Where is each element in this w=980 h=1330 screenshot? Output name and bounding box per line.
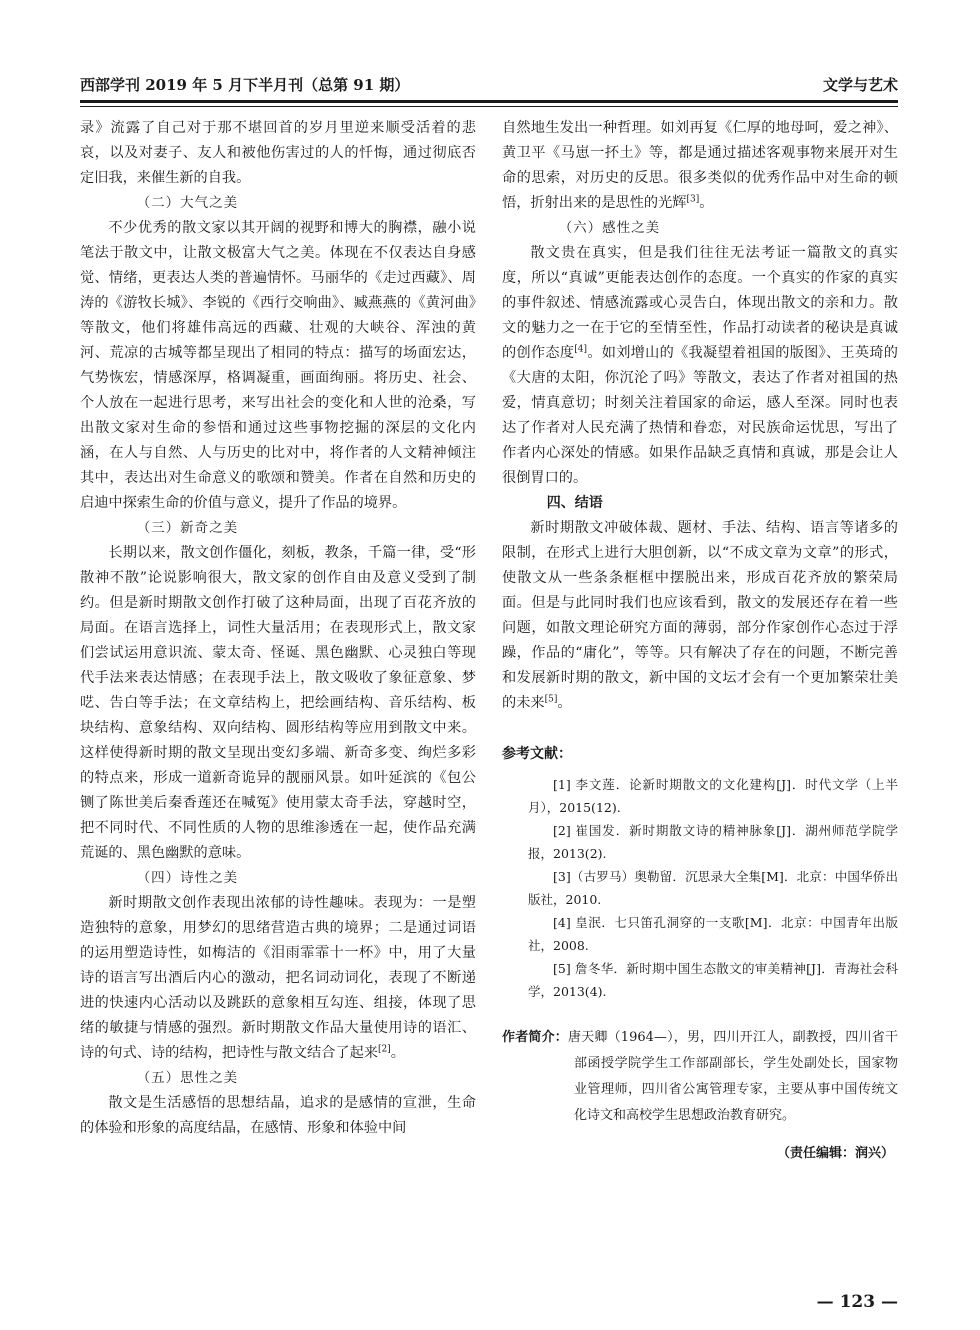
page-header bbox=[80, 72, 898, 102]
paragraph-text: 。如刘增山的《我凝望着祖国的版图》、王英琦的《大唐的太阳，你沉沦了吗》等散文，表达了作者对祖国的热爱，情真意切；时刻关注着国家的命运，感人至深。同时也表达了作者对人民充满了热情和眷恋，对民族命运忧思，写出了作者内心深处的情感。如果作品缺乏真情和真诚，那是会让人很倒胃口的。 bbox=[502, 345, 898, 486]
paragraph: 长期以来，散文创作僵化，刻板，教条，千篇一律，受“形散神不散”论说影响很大，散文家的创作自由及意义受到了制约。但是新时期散文创作打破了这种局面，出现了百花齐放的局面。在语言选择上，词性大量活用；在表现形式上，散文家们尝试运用意识流、蒙太奇、怪诞、黑色幽默、心灵独白等现代手法来表达情感；在表现手法上，散文吸收了象征意象、梦呓、告白等手法；在文章结构上，把绘画结构、音乐结构、板块结构、意象结构、双向结构、圆形结构等应用到散文中来。这样使得新时期的散文呈现出变幻多端、新奇多变、绚烂多彩的特点来，形成一道新奇诡异的靓丽风景。如叶延滨的《包公铡了陈世美后秦香莲还在喊冤》使用蒙太奇手法，穿越时空，把不同时代、不同性质的人物的思维渗透在一起，使作品充满荒诞的、黑色幽默的意味。 bbox=[80, 545, 476, 861]
paragraph: 录》流露了自己对于那不堪回首的岁月里逆来顺受活着的悲哀，以及对妻子、友人和被他伤害过的人的忏悔，通过彻底否定旧我，来催生新的自我。 bbox=[80, 120, 476, 186]
paragraph bbox=[502, 116, 898, 216]
reference-item: [3]（古罗马）奥勒留．沉思录大全集[M]．北京：中国华侨出版社，2010. bbox=[528, 869, 898, 907]
paragraph-text: 自然地生发出一种哲理。如刘再复《仁厚的地母呵，爱之神》、黄卫平《马崽一抔土》等，都是通过描述客观事物来展开对生命的思索，对历史的反思。很多类似的优秀作品中对生命的顿悟，折射出来的是思性的光辉 bbox=[502, 120, 898, 211]
author-bio-label: 作者简介： bbox=[502, 1030, 568, 1045]
reference-item: [4] 皇泯．七只笛孔洞穿的一支歌[M]．北京：中国青年出版社，2008. bbox=[528, 915, 898, 953]
paragraph-text: 新时期散文冲破体裁、题材、手法、结构、语言等诸多的限制，在形式上进行大胆创新，以“不成文章为文章”的形式，使散文从一些条条框框中摆脱出来，形成百花齐放的繁荣局面。但是与此同时我们也应该看到，散文的发展还存在着一些问题，如散文理论研究方面的薄弱，部分作家创作心态过于浮躁，作品的“庸化”，等等。只有解决了存在的问题，不断完善和发展新时期的散文，新中国的文坛才会有一个更加繁荣壮美的未来 bbox=[502, 520, 898, 711]
paragraph-end: 。 bbox=[557, 695, 572, 711]
reference-item: [1] 李文莲．论新时期散文的文化建构[J]．时代文学（上半月），2015(12). bbox=[528, 777, 898, 815]
subheading: （四）诗性之美 bbox=[136, 870, 239, 886]
citation-marker: [5] bbox=[544, 694, 558, 705]
subheading: （二）大气之美 bbox=[136, 195, 239, 211]
subheading: （五）思性之美 bbox=[136, 1070, 239, 1086]
header-rule-thin bbox=[80, 106, 898, 107]
paragraph-text: 新时期散文创作表现出浓郁的诗性趣味。表现为：一是塑造独特的意象，用梦幻的思绪营造古典的境界；二是通过词语的运用塑造诗性，如梅洁的《泪雨霏霏十一杯》中，用了大量诗的语言写出酒后内心的激动，把名词动词化，表现了不断递进的快速内心活动以及跳跃的意象相互勾连、组接，体现了思绪的敏捷与情感的强烈。新时期散文作品大量使用诗的语汇、诗的句式、诗的结构，把诗性与散文结合了起来 bbox=[80, 895, 476, 1061]
citation-marker: [3] bbox=[686, 194, 700, 205]
header-rule-thick bbox=[80, 100, 898, 103]
paragraph-end: 。 bbox=[699, 195, 714, 211]
subheading: （六）感性之美 bbox=[558, 220, 661, 236]
journal-masthead: 西部学刊 2019 年 5 月下半月刊（总第 91 期） bbox=[80, 76, 410, 94]
citation-marker: [4] bbox=[574, 344, 588, 355]
left-column bbox=[80, 116, 476, 1141]
paragraph bbox=[502, 516, 898, 716]
reference-item: [5] 詹冬华．新时期中国生态散文的审美精神[J]．青海社会科学，2013(4). bbox=[528, 961, 898, 999]
paragraph bbox=[502, 241, 898, 491]
section-title: 文学与艺术 bbox=[822, 76, 898, 94]
paragraph bbox=[80, 891, 476, 1066]
paragraph-end: 。 bbox=[390, 1045, 405, 1061]
responsible-editor: （责任编辑：润兴） bbox=[776, 1146, 894, 1161]
paragraph-text: 散文贵在真实，但是我们往往无法考证一篇散文的真实度，所以“真诚”更能表达创作的态度。一个真实的作家的真实的事件叙述、情感流露或心灵告白，体现出散文的亲和力。散文的魅力之一在于它的至情至性，作品打动读者的秘诀是真诚的创作态度 bbox=[502, 245, 898, 361]
author-bio bbox=[502, 1025, 898, 1129]
paragraph: 散文是生活感悟的思想结晶，追求的是感情的宣泄，生命的体验和形象的高度结晶，在感情、形象和体验中间 bbox=[80, 1095, 476, 1136]
author-bio-text: 唐天卿（1964—），男，四川开江人，副教授，四川省干部函授学院学生工作部副部长，学生处副处长，国家物业管理师，四川省公寓管理专家，主要从事中国传统文化诗文和高校学生思想政治教育研究。 bbox=[568, 1030, 898, 1123]
right-column bbox=[502, 116, 898, 1166]
paragraph: 不少优秀的散文家以其开阔的视野和博大的胸襟，融小说笔法于散文中，让散文极富大气之美。体现在不仅表达自身感觉、情绪，更表达人类的普遍情怀。马丽华的《走过西藏》、周涛的《游牧长城》、李锐的《西行交响曲》、臧燕燕的《黄河曲》等散文，他们将雄伟高远的西藏、壮观的大峡谷、浑浊的黄河、荒凉的古城等都呈现出了相同的特点：描写的场面宏达，气势恢宏，情感深厚，格调凝重，画面绚丽。将历史、社会、个人放在一起进行思考，来写出社会的变化和人世的沧桑，写出散文家对生命的参悟和通过这些事物挖掘的深层的文化内涵，在人与自然、人与历史的比对中，将作者的人文精神倾注其中，表达出对生命意义的歌颂和赞美。作者在自然和历史的启迪中探索生命的价值与意义，提升了作品的境界。 bbox=[80, 220, 476, 511]
subheading: （三）新奇之美 bbox=[136, 520, 239, 536]
citation-marker: [2] bbox=[377, 1044, 391, 1055]
page-number: — 123 — bbox=[816, 1292, 898, 1312]
reference-item: [2] 崔国发．新时期散文诗的精神脉象[J]．湖州师范学院学报，2013(2). bbox=[528, 823, 898, 861]
references-list bbox=[502, 773, 898, 1003]
section-heading: 四、结语 bbox=[546, 495, 603, 511]
references-title: 参考文献： bbox=[502, 746, 572, 762]
